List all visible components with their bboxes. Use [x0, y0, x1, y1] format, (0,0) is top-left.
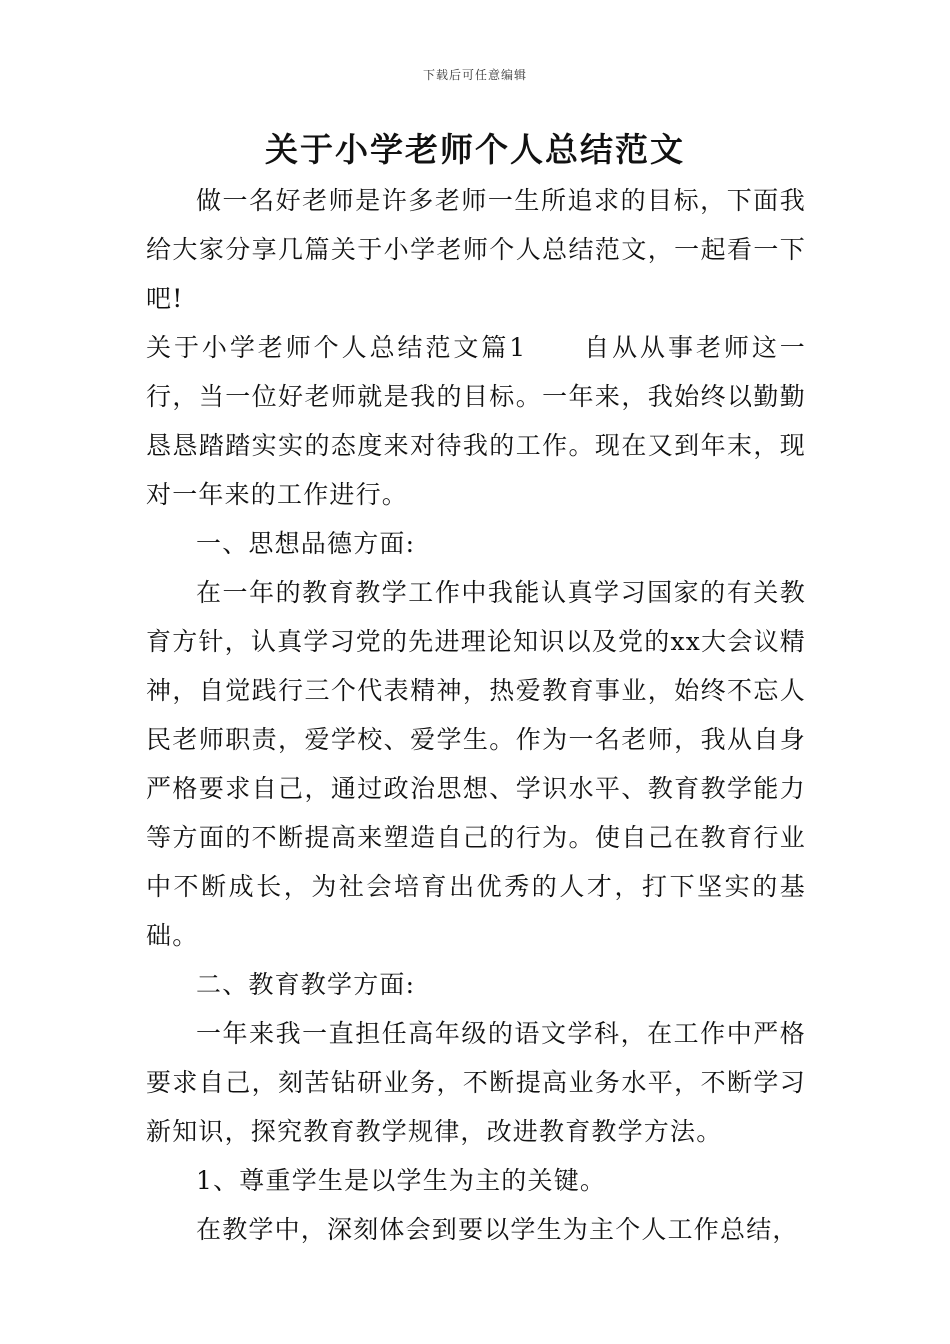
section-body-1: 在一年的教育教学工作中我能认真学习国家的有关教育方针，认真学习党的先进理论知识以及党的xx大会议精神，自觉践行三个代表精神，热爱教育事业，始终不忘人民老师职责，爱学校、爱学生。作为一名老师，我从自身严格要求自己，通过政治思想、学识水平、教育教学能力等方面的不断提高来塑造自己的行为。使自己在教育行业中不断成长，为社会培育出优秀的人才，打下坚实的基础。 — [146, 578, 806, 950]
intro-paragraph: 做一名好老师是许多老师一生所追求的目标，下面我给大家分享几篇关于小学老师个人总结范文，一起看一下吧! — [146, 186, 806, 313]
article-lead-text: 自从从事老师这一行，当一位好老师就是我的目标。一年来，我始终以勤勤恳恳踏踏实实的态度来对待我的工作。现在又到年末，现对一年来的工作进行。 — [146, 333, 806, 509]
point-body-1: 在教学中，深刻体会到要以学生为主个人工作总结， — [196, 1215, 799, 1244]
section-heading-1: 一、思想品德方面: — [196, 529, 416, 558]
article-lead-paragraph — [146, 323, 806, 519]
article-heading: 关于小学老师个人总结范文篇1 — [146, 333, 527, 362]
document-title: 关于小学老师个人总结范文 — [265, 130, 685, 169]
document-body — [146, 176, 806, 1254]
section-heading-2: 二、教育教学方面: — [196, 970, 416, 999]
point-heading-1: 1、尊重学生是以学生为主的关键。 — [196, 1166, 607, 1195]
section-body-2: 一年来我一直担任高年级的语文学科，在工作中严格要求自己，刻苦钻研业务，不断提高业务水平，不断学习新知识，探究教育教学规律，改进教育教学方法。 — [146, 1019, 806, 1146]
header-note: 下载后可任意编辑 — [422, 68, 527, 82]
